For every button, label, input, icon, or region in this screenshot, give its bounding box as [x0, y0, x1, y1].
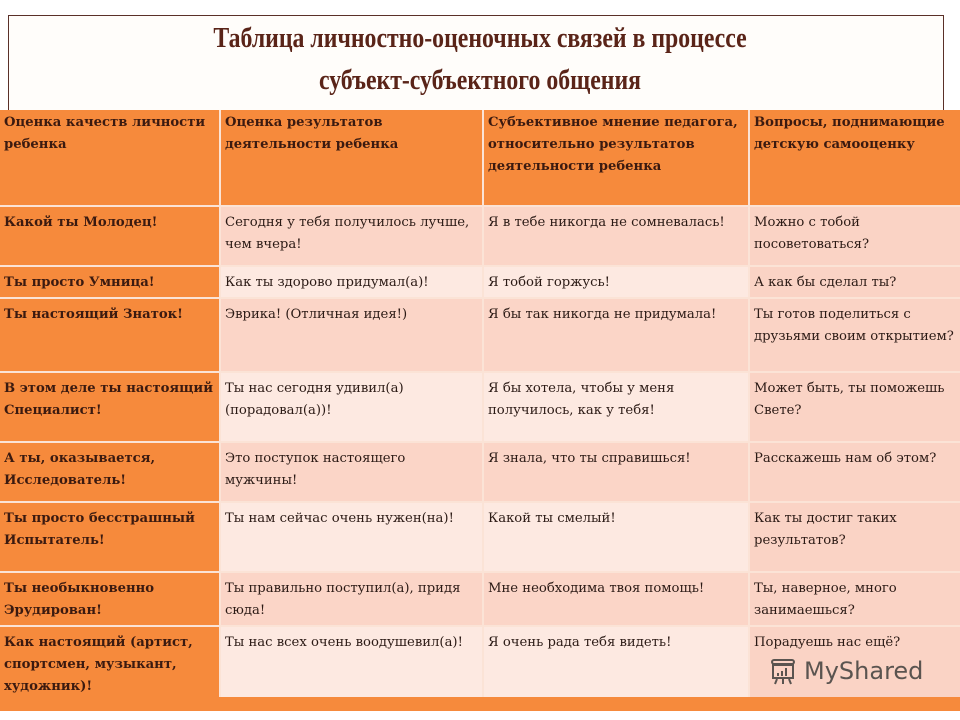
- table-cell: Расскажешь нам об этом?: [750, 443, 960, 503]
- table-cell: Я в тебе никогда не сомневалась!: [484, 207, 750, 267]
- table-cell: Порадуешь нас ещё?: [750, 627, 960, 703]
- table-cell: Эврика! (Отличная идея!): [221, 299, 484, 373]
- table-cell: Я бы хотела, чтобы у меня получилось, как у тебя!: [484, 373, 750, 443]
- table-cell: Мне необходима твоя помощь!: [484, 573, 750, 627]
- table-cell: Я очень рада тебя видеть!: [484, 627, 750, 703]
- watermark-text: MyShared: [804, 657, 924, 685]
- watermark: [768, 656, 923, 686]
- table-row: [0, 503, 960, 573]
- header-personality-evaluation: Оценка качеств личности ребенка: [0, 110, 221, 207]
- table-cell: Можно с тобой посоветоваться?: [750, 207, 960, 267]
- table-cell: Ты нам сейчас очень нужен(на)!: [221, 503, 484, 573]
- table-cell: Я бы так никогда не придумала!: [484, 299, 750, 373]
- table-header-row: [0, 110, 960, 207]
- table-cell: Ты настоящий Знаток!: [0, 299, 221, 373]
- table-cell: Я знала, что ты справишься!: [484, 443, 750, 503]
- table-row: [0, 267, 960, 299]
- presentation-board-icon: [768, 656, 798, 686]
- table-cell: А как бы сделал ты?: [750, 267, 960, 299]
- table-row: [0, 299, 960, 373]
- table-cell: В этом деле ты настоящий Специалист!: [0, 373, 221, 443]
- header-results-evaluation: Оценка результатов деятельности ребенка: [221, 110, 484, 207]
- table-cell: Ты, наверное, много занимаешься?: [750, 573, 960, 627]
- table-cell: Ты необыкновенно Эрудирован!: [0, 573, 221, 627]
- header-teacher-opinion: Субъективное мнение педагога, относительно результатов деятельности ребенка: [484, 110, 750, 207]
- table-cell: Это поступок настоящего мужчины!: [221, 443, 484, 503]
- header-self-esteem-questions: Вопросы, поднимающие детскую самооценку: [750, 110, 960, 207]
- title-line-2: субъект-субъектного общения: [318, 64, 642, 96]
- table-row: [0, 207, 960, 267]
- evaluation-table: [0, 110, 960, 703]
- footer-bar: [0, 697, 960, 711]
- table-row: [0, 373, 960, 443]
- table-cell: А ты, оказывается, Исследователь!: [0, 443, 221, 503]
- table-cell: Ты нас сегодня удивил(а)(порадовал(а))!: [221, 373, 484, 443]
- table-cell: Я тобой горжусь!: [484, 267, 750, 299]
- table-cell: Какой ты Молодец!: [0, 207, 221, 267]
- table-cell: Ты просто Умница!: [0, 267, 221, 299]
- table-cell: Сегодня у тебя получилось лучше, чем вчера!: [221, 207, 484, 267]
- table-cell: Ты нас всех очень воодушевил(а)!: [221, 627, 484, 703]
- table-cell: Ты готов поделиться с друзьями своим открытием?: [750, 299, 960, 373]
- table-cell: Какой ты смелый!: [484, 503, 750, 573]
- table-cell: Как настоящий (артист, спортсмен, музыкант, художник)!: [0, 627, 221, 703]
- table-row: [0, 443, 960, 503]
- table-cell: Ты правильно поступил(а), придя сюда!: [221, 573, 484, 627]
- table-cell: Ты просто бесстрашный Испытатель!: [0, 503, 221, 573]
- table-cell: Как ты достиг таких результатов?: [750, 503, 960, 573]
- table-row: [0, 573, 960, 627]
- slide-title: [86, 17, 873, 101]
- title-line-1: Таблица личностно-оценочных связей в процессе: [213, 22, 747, 54]
- table-cell: Может быть, ты поможешь Свете?: [750, 373, 960, 443]
- table-cell: Как ты здорово придумал(а)!: [221, 267, 484, 299]
